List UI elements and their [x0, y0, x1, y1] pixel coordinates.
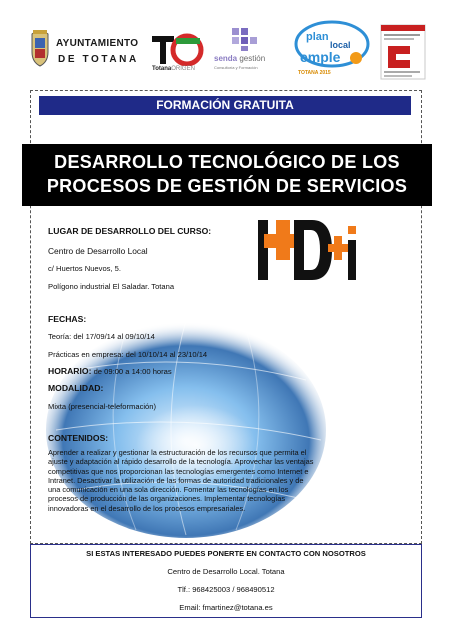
senda-name: senda — [214, 54, 238, 63]
totana-crest-icon — [28, 28, 52, 68]
plan-local-empleo-logo — [290, 18, 370, 80]
contenidos-line: Aprender a realizar y gestionar la estructuración de los recursos que permita el — [48, 448, 307, 457]
fechas-heading: FECHAS: — [48, 314, 87, 324]
servicio-empleo-logo — [380, 24, 426, 80]
contenidos-paragraph — [48, 448, 410, 513]
plan-local-empleo-logo-icon — [290, 18, 370, 70]
svg-text:emple: emple — [300, 49, 341, 65]
svg-text:local: local — [330, 40, 351, 50]
servicio-empleo-formacion-logo-icon — [380, 24, 426, 80]
lugar-address1: c/ Huertos Nuevos, 5. — [48, 264, 122, 273]
contact-place: Centro de Desarrollo Local. Totana — [167, 567, 285, 576]
lugar-address2: Polígono industrial El Saladar. Totana — [48, 282, 175, 291]
contact-email[interactable]: Email: fmartinez@totana.es — [179, 603, 273, 612]
contenidos-line: ajuste y adaptación al rápido desarrollo de la tecnología. Aprovechar las ventajas — [48, 457, 314, 467]
ayuntamiento-line1: AYUNTAMIENTO — [56, 38, 139, 49]
senda-sub: Consultoría y Formación — [214, 65, 258, 70]
totana-origen-brand: Totana — [152, 66, 172, 72]
fechas-teoria: Teoría: del 17/09/14 al 09/10/14 — [48, 332, 155, 341]
course-title-line1: DESARROLLO TECNOLÓGICO DE LOS — [54, 152, 400, 172]
fechas-practicas: Prácticas en empresa: del 10/10/14 al 23/10/14 — [48, 350, 208, 359]
course-title-line2: PROCESOS DE GESTIÓN DE SERVICIOS — [46, 176, 408, 196]
contenidos-heading: CONTENIDOS: — [48, 433, 109, 443]
contenidos-line: innovadoras en el desarrollo de los procesos empresariales. — [48, 503, 246, 513]
contenidos-line: competitivas que nos proporcionan las tecnologías emergentes como Internet e — [48, 466, 309, 476]
contenidos-line: Intranet. Desactivar la utilización de las formas de autoridad tradicionales y de — [48, 475, 304, 485]
lugar-place: Centro de Desarrollo Local — [48, 246, 148, 256]
senda-logo — [212, 26, 278, 76]
modalidad-heading: MODALIDAD: — [48, 383, 104, 393]
contenidos-line: una comunicación en una sola dirección. Fomentar las tecnologías en los — [48, 485, 289, 495]
idi-logo-icon — [254, 212, 362, 286]
contact-box — [30, 544, 422, 618]
senda-logo-icon — [230, 26, 260, 52]
lugar-heading: LUGAR DE DESARROLLO DEL CURSO: — [48, 226, 212, 236]
horario-label: HORARIO: — [48, 366, 92, 376]
horario-value: de 09:00 a 14:00 horas — [93, 367, 172, 376]
contenidos-line: procesos de producción de las organizaciones. Implementar tecnologías — [48, 494, 286, 504]
totana-origen-logo-icon — [152, 32, 204, 66]
contact-phone: Tlf.: 968425003 / 968490512 — [177, 585, 275, 594]
idi-logo — [254, 212, 362, 286]
senda-name2: gestión — [239, 54, 266, 63]
modalidad-value: Mixta (presencial-teleformación) — [48, 402, 157, 411]
logo-row — [0, 18, 452, 88]
svg-text:plan: plan — [306, 31, 329, 43]
ayuntamiento-line2: DE TOTANA — [58, 54, 139, 65]
formacion-gratuita-banner: FORMACIÓN GRATUITA — [39, 96, 411, 115]
plan-year: TOTANA 2015 — [298, 70, 331, 76]
totana-origen-logo — [152, 32, 204, 78]
contact-heading: SI ESTAS INTERESADO PUEDES PONERTE EN CONTACTO CON NOSOTROS — [86, 549, 366, 558]
ayuntamiento-logo — [28, 26, 150, 76]
course-title — [22, 144, 432, 206]
totana-origen-sub: ORIGEN — [171, 66, 195, 72]
